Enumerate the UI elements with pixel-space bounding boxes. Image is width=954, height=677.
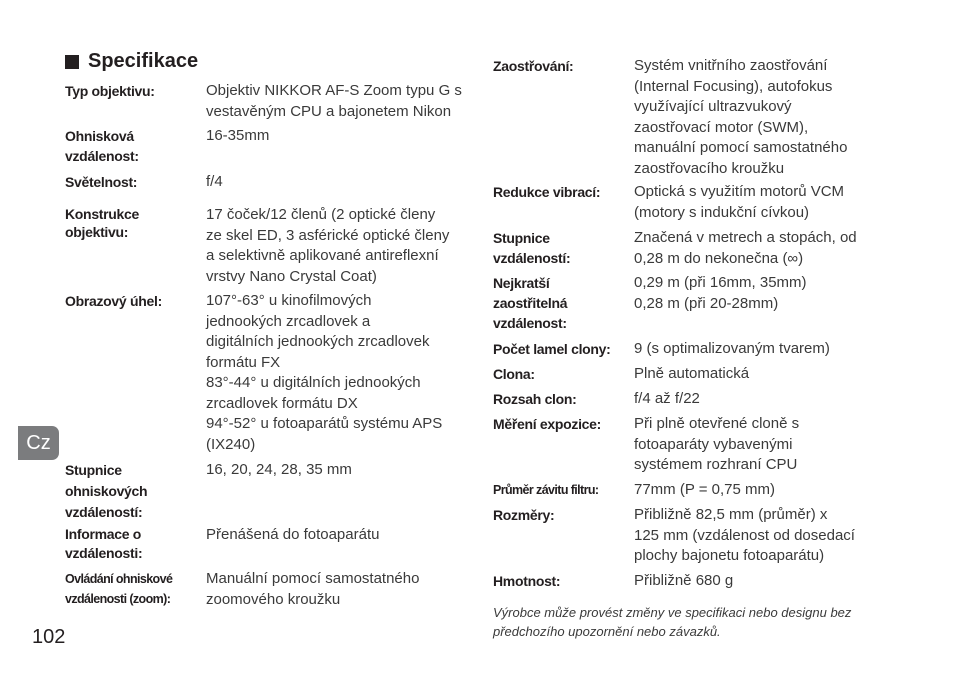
spec-label: Zaostřování: — [493, 58, 574, 74]
spec-value: Optická s využitím motorů VCM (motory s indukční cívkou) — [634, 183, 845, 221]
spec-value: Přibližně 680 g — [634, 572, 734, 589]
spec-value: 16, 20, 24, 28, 35 mm — [206, 461, 352, 478]
spec-value: 17 čoček/12 členů (2 optické členy ze skel ED, 3 asférické optické členy a selektivně aplikované antireflexní vrstvy Nano Crystal Coat) — [206, 206, 450, 285]
spec-label: Průměr závitu filtru: — [493, 483, 599, 497]
section-title-text: Specifikace — [88, 50, 199, 72]
spec-value: 77mm (P = 0,75 mm) — [634, 481, 776, 498]
spec-label: Ohnisková vzdálenost: — [65, 128, 139, 164]
spec-value: 16-35mm — [206, 127, 270, 144]
spec-value: Systém vnitřního zaostřování (Internal Focusing), autofokus využívající ultrazvukový zaostřovací motor (SWM), manuální pomocí samostatného zaostřovacího kroužku — [634, 57, 848, 177]
spec-label: Rozsah clon: — [493, 391, 577, 407]
section-title — [65, 50, 198, 73]
spec-label: Stupnice vzdáleností: — [493, 230, 571, 266]
spec-value: Přenášená do fotoaparátu — [206, 526, 380, 543]
language-tab-label: Cz — [26, 431, 51, 454]
spec-value: 107°-63° u kinofilmových jednookých zrcadlovek a digitálních jednookých zrcadlovek formátu FX 83°-44° u digitálních jednookých zrcadlovek formátu DX 94°-52° u fotoaparátů systému APS (IX240) — [206, 292, 443, 453]
spec-value: Objektiv NIKKOR AF-S Zoom typu G s vestavěným CPU a bajonetem Nikon — [206, 82, 462, 120]
spec-label: Světelnost: — [65, 174, 138, 190]
spec-label: Obrazový úhel: — [65, 293, 162, 309]
spec-label: Stupnice ohniskových vzdáleností: — [65, 462, 148, 520]
spec-value: Při plně otevřené cloně s fotoaparáty vybavenými systémem rozhraní CPU — [634, 415, 800, 473]
spec-value: Značená v metrech a stopách, od 0,28 m do nekonečna (∞) — [634, 229, 857, 267]
spec-value: f/4 až f/22 — [634, 390, 700, 407]
spec-value: 9 (s optimalizovaným tvarem) — [634, 340, 830, 357]
page-number: 102 — [32, 626, 66, 648]
spec-label: Rozměry: — [493, 507, 555, 523]
spec-value: Manuální pomocí samostatného zoomového kroužku — [206, 570, 420, 608]
footnote: Výrobce může provést změny ve specifikaci nebo designu bez předchozího upozornění nebo závazků. — [493, 605, 852, 639]
spec-label: Hmotnost: — [493, 573, 561, 589]
language-tab — [18, 426, 59, 460]
spec-label: Ovládání ohniskové vzdálenosti (zoom): — [65, 572, 173, 606]
spec-label: Počet lamel clony: — [493, 341, 611, 357]
spec-label: Informace o vzdálenosti: — [65, 526, 143, 561]
spec-label: Konstrukce objektivu: — [65, 206, 140, 240]
spec-value: 0,29 m (při 16mm, 35mm) 0,28 m (při 20-28mm) — [634, 274, 807, 312]
spec-value: Plně automatická — [634, 365, 750, 382]
square-bullet-icon — [65, 55, 79, 69]
spec-label: Typ objektivu: — [65, 83, 155, 99]
spec-label: Měření expozice: — [493, 416, 602, 432]
spec-label: Clona: — [493, 366, 535, 382]
spec-label: Nejkratší zaostřitelná vzdálenost: — [493, 275, 568, 331]
spec-value: Přibližně 82,5 mm (průměr) x 125 mm (vzdálenost od dosedací plochy bajonetu fotoaparátu) — [634, 506, 855, 564]
spec-label: Redukce vibrací: — [493, 184, 601, 200]
spec-value: f/4 — [206, 173, 223, 190]
